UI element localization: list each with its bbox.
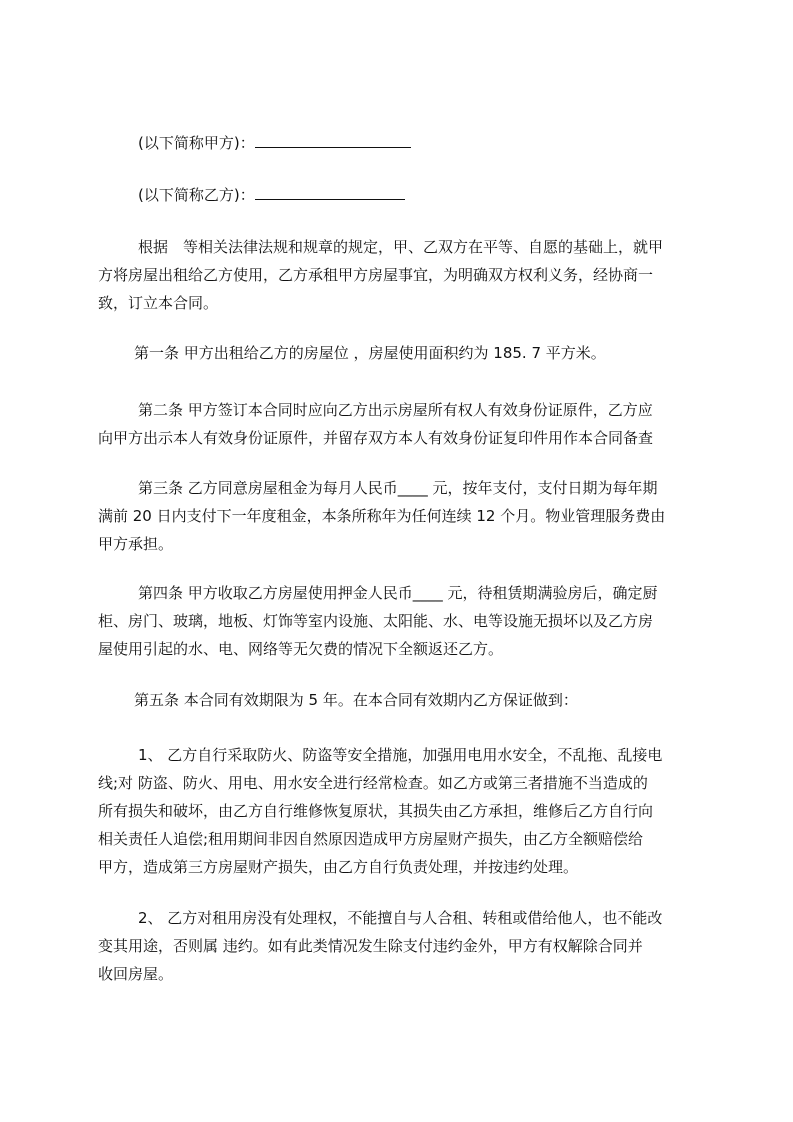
article-3-line: 甲方承担。 <box>98 535 174 553</box>
item-2-line: 收回房屋。 <box>98 965 174 983</box>
article-2 <box>98 396 674 452</box>
item-2-line: 2、 乙方对租用房没有处理权，不能擅自与人合租、转租或借给他人，也不能改 <box>138 909 663 927</box>
preamble <box>98 233 674 317</box>
item-1-line: 线;对 防盗、防火、用电、用水安全进行经常检查。如乙方或第三者措施不当造成的 <box>98 774 648 792</box>
article-1-line: 第一条 甲方出租给乙方的房屋位 ，房屋使用面积约为 185. 7 平方米。 <box>134 344 606 362</box>
article-4-line: 屋使用引起的水、电、网络等无欠费的情况下全额返还乙方。 <box>98 640 504 658</box>
item-2 <box>98 904 674 988</box>
preamble-line: 根据 等相关法律法规和规章的规定，甲、乙双方在平等、自愿的基础上，就甲 <box>138 238 664 256</box>
article-1 <box>134 339 674 367</box>
article-3 <box>98 474 674 558</box>
article-5-line: 第五条 本合同有效期限为 5 年。在本合同有效期内乙方保证做到： <box>134 691 578 709</box>
party-b-line <box>134 181 674 209</box>
preamble-line: 方将房屋出租给乙方使用，乙方承租甲方房屋事宜，为明确双方权利义务，经协商一 <box>98 266 654 284</box>
item-1-line: 相关责任人追偿;租用期间非因自然原因造成甲方房屋财产损失，由乙方全额赔偿给 <box>98 830 644 848</box>
party-a-line <box>134 129 674 157</box>
party-a-blank[interactable] <box>255 133 411 148</box>
article-3-line: 满前 20 日内支付下一年度租金，本条所称年为任何连续 12 个月。物业管理服务费由 <box>98 507 666 525</box>
item-1-line: 甲方，造成第三方房屋财产损失，由乙方自行负责处理，并按违约处理。 <box>98 858 579 876</box>
article-2-line: 第二条 甲方签订本合同时应向乙方出示房屋所有权人有效身份证原件，乙方应 <box>138 401 653 419</box>
item-1 <box>98 741 674 881</box>
party-b-label: (以下简称乙方)： <box>138 186 255 204</box>
article-4-line: 柜、房门、玻璃，地板、灯饰等室内设施、太阳能、水、电等设施无损坏以及乙方房 <box>98 612 654 630</box>
article-4 <box>98 579 674 663</box>
article-3-line: 第三条 乙方同意房屋租金为每月人民币____ 元，按年支付，支付日期为每年期 <box>138 479 658 497</box>
article-4-line: 第四条 甲方收取乙方房屋使用押金人民币____ 元，待租赁期满验房后，确定厨 <box>138 584 658 602</box>
item-1-line: 1、 乙方自行采取防火、防盗等安全措施，加强用电用水安全，不乱拖、乱接电 <box>138 746 663 764</box>
article-5 <box>134 686 674 714</box>
preamble-line: 致，订立本合同。 <box>98 294 219 312</box>
item-2-line: 变其用途，否则属 违约。如有此类情况发生除支付违约金外，甲方有权解除合同并 <box>98 937 643 955</box>
item-1-line: 所有损失和破坏，由乙方自行维修恢复原状，其损失由乙方承担，维修后乙方自行向 <box>98 802 654 820</box>
party-a-label: (以下简称甲方)： <box>138 134 255 152</box>
party-b-blank[interactable] <box>255 185 405 200</box>
article-2-line: 向甲方出示本人有效身份证原件，并留存双方本人有效身份证复印件用作本合同备查 <box>98 429 654 447</box>
